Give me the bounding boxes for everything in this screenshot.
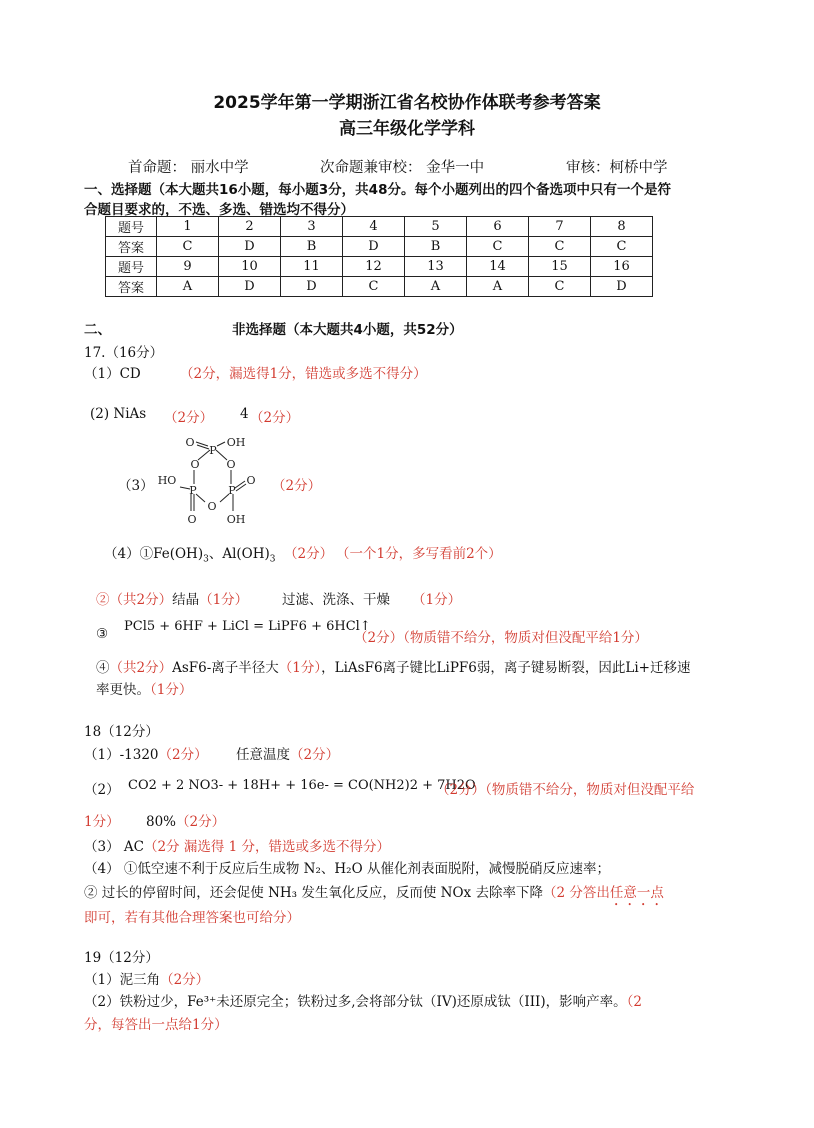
table-cell: 6 [467, 217, 529, 237]
table-cell: A [405, 277, 467, 297]
table-row [106, 237, 653, 257]
oxygen-label: O [185, 436, 195, 449]
exam-subtitle: 高三年级化学学科 [339, 119, 475, 139]
q17-p4-3-note: （2分）（物质错不给分，物质对但没配平给1分） [354, 630, 648, 646]
q17-p4-3-equation: PCl5 + 6HF + LiCl = LiPF6 + 6HCl↑ [124, 619, 371, 634]
q17-p4-2-b: 过滤、洗涤、干燥 [282, 592, 390, 608]
q18-p3: （3） AC（2分 漏选得 1 分，错选或多选不得分） [84, 839, 391, 855]
table-cell: 10 [219, 257, 281, 277]
table-cell: A [467, 277, 529, 297]
hydroxyl-label: OH [226, 436, 246, 449]
table-cell: 题号 [106, 257, 157, 277]
table-cell: 答案 [106, 237, 157, 257]
table-row [106, 277, 653, 297]
table-cell: C [529, 277, 591, 297]
table-cell: 5 [405, 217, 467, 237]
table-cell: 题号 [106, 217, 157, 237]
q17-p4-3-label: ③ [96, 626, 109, 642]
q18-p2-label: （2） [84, 782, 120, 798]
q18-p2-equation: CO2 + 2 NO3- + 18H+ + 16e- = CO(NH2)2 + 7H2O [128, 778, 476, 793]
table-cell: C [591, 237, 653, 257]
table-cell: D [281, 277, 343, 297]
q18-p1-b: 任意温度（2分） [236, 747, 340, 763]
q17-p4-4-line2: 率更快。（1分） [96, 682, 193, 698]
q17-p2-answer-2: 4 [240, 406, 249, 422]
table-cell: C [467, 237, 529, 257]
cyclic-phosphate-structure [150, 432, 270, 530]
q18-p2-note: （2分）（物质错不给分，物质对但没配平给 [436, 782, 695, 798]
q18-p1: （1）-1320（2分） [84, 747, 208, 763]
hydroxyl-label: OH [226, 513, 246, 526]
table-cell: 7 [529, 217, 591, 237]
table-cell: 13 [405, 257, 467, 277]
table-cell: 9 [157, 257, 219, 277]
table-cell: C [529, 237, 591, 257]
table-cell: D [343, 237, 405, 257]
oxygen-label: O [246, 474, 256, 487]
table-cell: D [219, 237, 281, 257]
reviewer-info: 次命题兼审校： 金华一中 [320, 160, 485, 176]
phosphorus-label: P [209, 444, 217, 457]
section1-heading: 一、选择题（本大题共16小题，每小题3分，共48分。每个小题列出的四个备选项中只有一个是符 [84, 182, 671, 198]
table-cell: C [343, 277, 405, 297]
q17-p3-label: （3） [118, 478, 154, 494]
q17-p4-score: （2分） [284, 546, 334, 562]
table-cell: 1 [157, 217, 219, 237]
phosphorus-label: P [228, 484, 236, 497]
table-cell: A [157, 277, 219, 297]
q17-title: 17.（16分） [84, 345, 164, 361]
q18-p4-2-note: 即可，若有其他合理答案也可给分） [84, 910, 300, 926]
section1-heading-2: 合题目要求的，不选、多选、错选均不得分） [84, 202, 354, 218]
table-cell: 15 [529, 257, 591, 277]
q18-p4-2: ② 过长的停留时间，还会促使 NH₃ 发生氧化反应，反而使 NOx 去除率下降（2 分答出任意一点 [84, 885, 664, 901]
q17-p4-answer: $(4)①Fe(OH)_3$、$Al(OH)_3$ [104, 546, 276, 565]
table-cell: 3 [281, 217, 343, 237]
q17-p4-note: （一个1分，多写看前2个） [336, 546, 502, 562]
exam-title: 2025学年第一学期浙江省名校协作体联考参考答案 [213, 93, 601, 113]
auditor-info: 审核：柯桥中学 [566, 160, 668, 176]
table-cell: 2 [219, 217, 281, 237]
table-cell: 14 [467, 257, 529, 277]
q18-p4: （4） ①低空速不利于反应后生成物 N₂、H₂O 从催化剂表面脱附，减慢脱硝反应速率； [84, 861, 610, 877]
q18-p2-note-2: 1分） [84, 814, 120, 830]
answer-table [105, 216, 653, 297]
q19-p2-note: 分，每答出一点给1分） [84, 1017, 228, 1033]
table-cell: B [281, 237, 343, 257]
table-cell: 4 [343, 217, 405, 237]
table-cell: C [157, 237, 219, 257]
table-cell: B [405, 237, 467, 257]
oxygen-label: O [226, 458, 236, 471]
q17-p4-2: ②（共2分）结晶（1分） [96, 592, 249, 608]
phosphorus-label: P [189, 484, 197, 497]
q19-title: 19（12分） [84, 950, 159, 966]
table-cell: D [219, 277, 281, 297]
table-cell: 12 [343, 257, 405, 277]
q17-p2-score-2: （2分） [250, 410, 300, 426]
section2-heading: 非选择题（本大题共4小题，共52分） [232, 322, 463, 338]
table-cell: 8 [591, 217, 653, 237]
section2-number: 二、 [84, 322, 111, 338]
q17-p4-4: ④（共2分）AsF6-离子半径大（1分），LiAsF6离子键比LiPF6弱，离子键易断裂，因此Li+迁移速 [96, 660, 691, 676]
hydroxyl-label: HO [157, 474, 177, 487]
q17-p2-answer: (2) NiAs [90, 406, 147, 422]
oxygen-label: O [207, 500, 217, 513]
table-cell: 答案 [106, 277, 157, 297]
q17-p1-note: （2分，漏选得1分，错选或多选不得分） [180, 366, 427, 382]
q18-p2-b: 80%（2分） [146, 814, 226, 830]
author-info: 首命题： 丽水中学 [128, 160, 249, 176]
q17-p3-score: （2分） [272, 478, 322, 494]
q17-p4-2-score: （1分） [412, 592, 462, 608]
table-row [106, 257, 653, 277]
table-cell: D [591, 277, 653, 297]
oxygen-label: O [187, 513, 197, 526]
table-cell: 11 [281, 257, 343, 277]
table-row [106, 217, 653, 237]
q19-p1: （1）泥三角（2分） [84, 972, 210, 988]
q17-p1-answer: （1）CD [84, 366, 141, 382]
q19-p2: （2）铁粉过少，Fe³⁺未还原完全；铁粉过多,会将部分钛（IV)还原成钛（III)，影响产率。（2 [84, 994, 642, 1010]
q17-p2-score: （2分） [164, 410, 214, 426]
table-cell: 16 [591, 257, 653, 277]
q18-title: 18（12分） [84, 724, 159, 740]
oxygen-label: O [190, 458, 200, 471]
